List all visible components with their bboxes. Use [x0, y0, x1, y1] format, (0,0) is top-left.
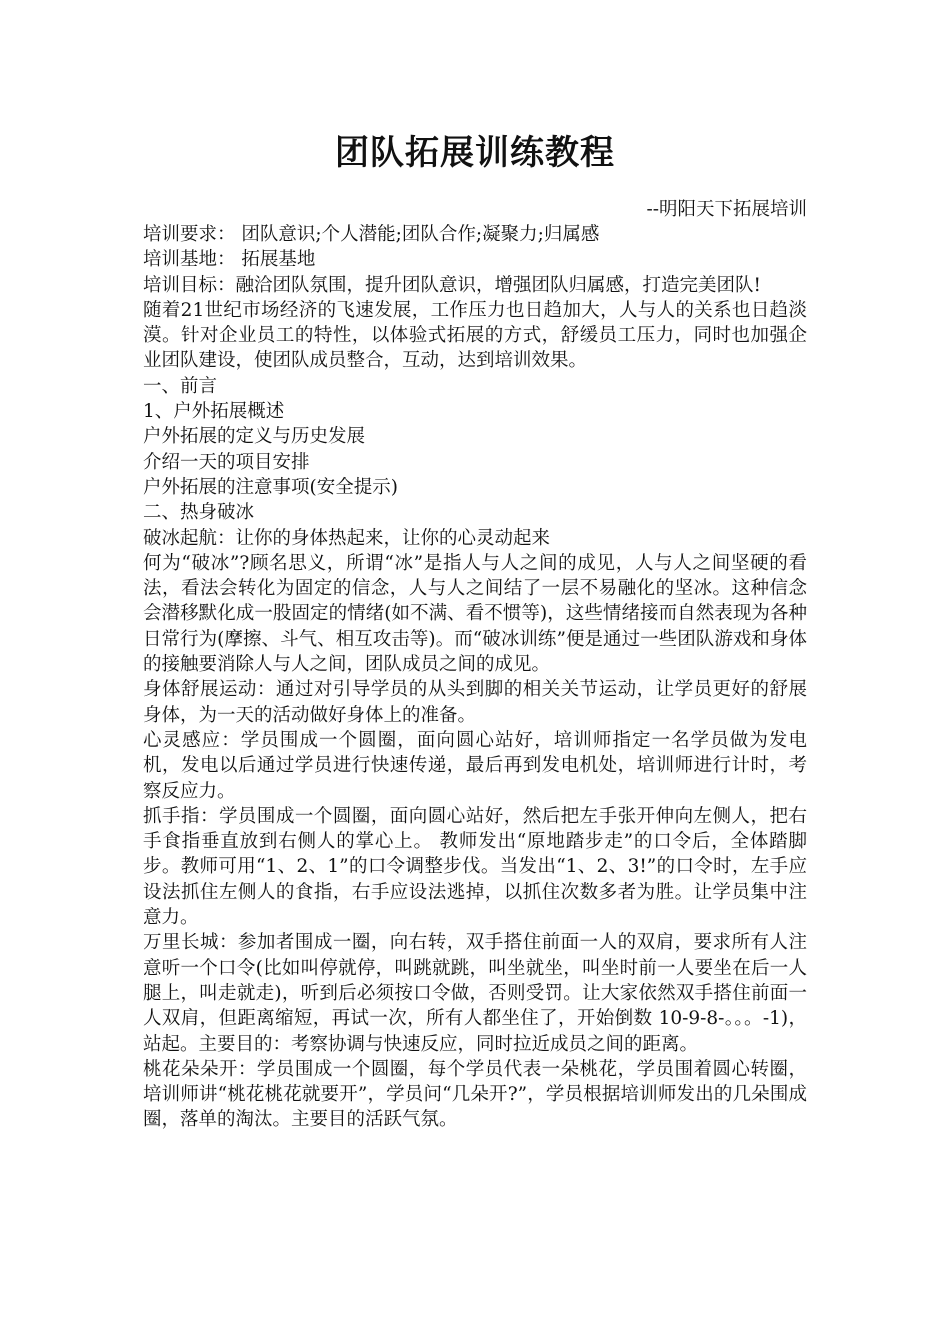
great-wall-game: 万里长城：参加者围成一圈，向右转，双手搭住前面一人的双肩，要求所有人注意听一个口令(比如叫停就停，叫跳就跳，叫坐就坐，叫坐时前一人要坐在后一人腿上，叫走就走)，听到后必须按口令做，否则受罚。让大家依然双手搭住前面一人双肩，但距离缩短，再试一次，所有人都坐住了，开始倒数 10-9-8-。。。-1)，站起。主要目的：考察协调与快速反应，同时拉近成员之间的距离。 — [143, 932, 807, 1055]
document-title: 团队拓展训练教程 — [335, 133, 615, 173]
subsection-heading-overview: 1、户外拓展概述 — [143, 401, 285, 423]
training-requirements: 培训要求： 团队意识;个人潜能;团队合作;凝聚力;归属感 — [143, 224, 600, 245]
section-heading-warmup: 二、热身破冰 — [143, 502, 255, 524]
intro-paragraph: 随着21世纪市场经济的飞速发展，工作压力也日趋加大，人与人的关系也日趋淡漠。针对企业员工的特性，以体验式拓展的方式，舒缓员工压力，同时也加强企业团队建设，使团队成员整合，互动，达到培训效果。 — [143, 299, 807, 372]
document-page — [143, 0, 807, 1133]
document-body — [143, 222, 807, 1133]
training-goal: 培训目标：融洽团队氛围，提升团队意识，增强团队归属感，打造完美团队! — [143, 274, 761, 296]
finger-catch-game: 抓手指：学员围成一个圆圈，面向圆心站好，然后把左手张开伸向左侧人，把右手食指垂直放到右侧人的掌心上。 教师发出“原地踏步走”的口令后，全体踏脚步。教师可用“1、2、1”的口令调整步伐。当发出“1、2、3!”的口令时，左手应设法抓住左侧人的食指，右手应设法逃掉，以抓住次数多者为胜。让学员集中注意力。 — [143, 805, 807, 929]
list-item-safety: 户外拓展的注意事项(安全提示) — [143, 476, 398, 498]
list-item-definition: 户外拓展的定义与历史发展 — [143, 426, 366, 448]
training-base: 培训基地： 拓展基地 — [143, 249, 316, 271]
list-item-schedule: 介绍一天的项目安排 — [143, 451, 310, 473]
stretch-exercise: 身体舒展运动：通过对引导学员的从头到脚的相关关节运动，让学员更好的舒展身体，为一天的活动做好身体上的准备。 — [143, 679, 807, 726]
icebreak-launch: 破冰起航：让你的身体热起来，让你的心灵动起来 — [143, 527, 551, 549]
section-heading-preface: 一、前言 — [143, 375, 218, 397]
telepathy-game: 心灵感应：学员围成一个圆圈，面向圆心站好，培训师指定一名学员做为发电机，发电以后通过学员进行快速传递，最后再到发电机处，培训师进行计时，考察反应力。 — [143, 729, 807, 802]
document-byline: --明阳天下拓展培训 — [646, 199, 807, 220]
icebreak-explanation: 何为“破冰”?顾名思义，所谓“冰”是指人与人之间的成见，人与人之间坚硬的看法，看法会转化为固定的信念，人与人之间结了一层不易融化的坚冰。这种信念会潜移默化成一股固定的情绪(如不满、看不惯等)，这些情绪接而自然表现为各种日常行为(摩擦、斗气、相互攻击等)。而“破冰训练”便是通过一些团队游戏和身体的接触要消除人与人之间，团队成员之间的成见。 — [143, 552, 807, 676]
peach-blossom-game: 桃花朵朵开：学员围成一个圆圈，每个学员代表一朵桃花，学员围着圆心转圈，培训师讲“桃花桃花就要开”，学员问“几朵开?”，学员根据培训师发出的几朵围成圈，落单的淘汰。主要目的活跃气氛。 — [143, 1058, 807, 1131]
